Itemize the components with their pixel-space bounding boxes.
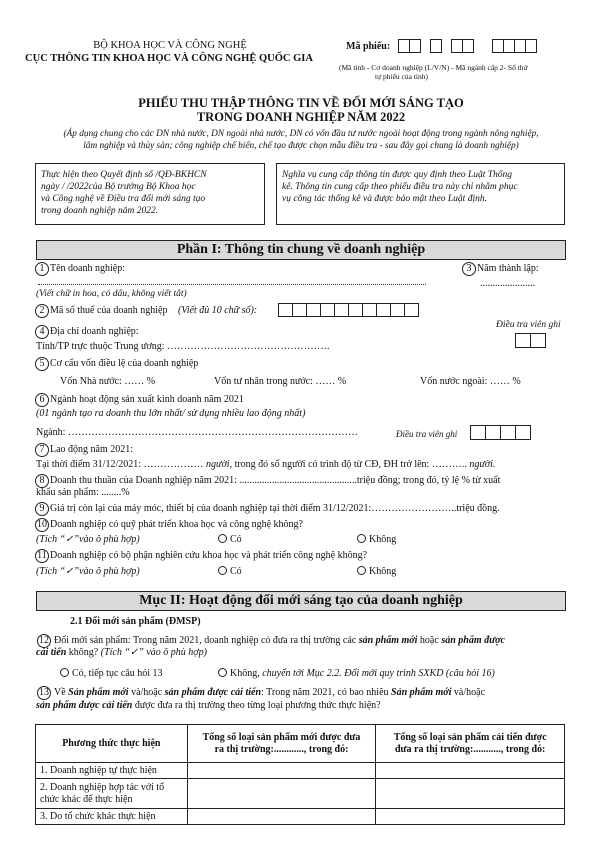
option-label: Không (369, 566, 397, 577)
radio-icon[interactable] (218, 534, 227, 543)
tax-digit-cell[interactable] (376, 303, 391, 317)
form-code-note: (Mã tỉnh - Cơ doanh nghiệp (L/V/N) - Mã ngành cấp 2- Số thứ (339, 63, 528, 72)
form-code-note: tự phiếu của tỉnh) (375, 72, 429, 81)
ministry-name: BỘ KHOA HỌC VÀ CÔNG NGHỆ (93, 40, 247, 51)
q6-note: (01 ngành tạo ra doanh thu lớn nhất/ sử dụng nhiều lao động nhất) (36, 408, 306, 419)
table-row (36, 809, 565, 825)
table-header-row (36, 725, 565, 763)
foreign-capital-field[interactable]: Vốn nước ngoài: …… % (420, 376, 521, 387)
q7-label: Lao động năm 2021: (50, 444, 134, 455)
q11-label: Doanh nghiệp có bộ phận nghiên cứu khoa học và phát triển công nghệ không? (50, 550, 368, 561)
q13-text (54, 687, 485, 699)
table-row (36, 763, 565, 779)
radio-icon[interactable] (60, 668, 69, 677)
form-subtitle: lâm nghiệp và thủy sản; công nghiệp chế biến, chế tạo được chọn mẫu điều tra - sau đây gọi chung là doanh nghiệp) (83, 141, 519, 151)
question-number: 8 (35, 474, 49, 488)
q12-text-part: hoặc (419, 635, 439, 646)
tax-digit-cell[interactable] (362, 303, 377, 317)
code-cell[interactable] (430, 39, 442, 53)
tax-digit-cell[interactable] (292, 303, 307, 317)
province-field[interactable]: Tỉnh/TP trực thuộc Trung ương: …………………………………………. (36, 341, 330, 352)
question-number: 11 (35, 549, 49, 563)
industry-code-cell[interactable] (485, 425, 501, 440)
tax-digit-cell[interactable] (306, 303, 321, 317)
q13-text-part: Sản phẩm mới (68, 687, 129, 698)
subsection-2-1: 2.1 Đổi mới sản phẩm (ĐMSP) (70, 616, 201, 627)
q13-text-part: được đưa ra thị trường theo từng loại phương thức thực hiện? (134, 700, 381, 711)
header-text: Tổng số loại sản phẩm cải tiến được (393, 731, 547, 743)
duty-text: kê. Thông tin cung cấp theo phiếu điều tra này chỉ nhằm phục (282, 182, 518, 192)
header-text: đưa ra thị trường:..........., trong đó: (394, 743, 546, 755)
table-cell (36, 763, 188, 779)
q2-note: (Viết đủ 10 chữ số): (178, 305, 258, 316)
q8-label[interactable]: Doanh thu thuần của Doanh nghiệp năm 2021: ...............................................triệu đồng; trong đó, tỷ lệ % từ xuất (50, 475, 501, 486)
radio-icon[interactable] (357, 534, 366, 543)
q5-label: Cơ cấu vốn điều lệ của doanh nghiệp (50, 358, 199, 369)
form-subtitle: (Áp dụng chung cho các DN nhà nước, DN ngoài nhà nước, DN có vốn đầu tư nước ngoài hoạt động trong ngành nông nghiệp, (63, 129, 539, 139)
header-text: Phương thức thực hiện (62, 737, 161, 749)
province-code-cell[interactable] (515, 333, 531, 348)
part1-heading: Phần I: Thông tin chung về doanh nghiệp (36, 240, 566, 260)
tax-digit-cell[interactable] (390, 303, 405, 317)
tax-digit-cell[interactable] (320, 303, 335, 317)
legal-basis-text: và Công nghệ về Điều tra đổi mới sáng tạo (41, 194, 206, 204)
table-header-cell (36, 725, 188, 763)
reporting-duty-box (276, 163, 565, 225)
tax-digit-cell[interactable] (404, 303, 419, 317)
form-title: PHIẾU THU THẬP THÔNG TIN VỀ ĐỔI MỚI SÁNG TẠO (138, 96, 464, 110)
tick-instruction: (Tích “✓”vào ô phù hợp) (36, 566, 140, 577)
improved-products-input-cell[interactable] (376, 763, 565, 779)
part2-heading: Mục II: Hoạt động đổi mới sáng tạo của doanh nghiệp (36, 591, 566, 611)
q3-label: Năm thành lập: (477, 263, 539, 274)
row-label: 1. Doanh nghiệp tự thực hiện (40, 764, 157, 776)
duty-text: Nghĩa vụ cung cấp thông tin được quy định theo Luật Thống (282, 170, 513, 180)
q11-option-no[interactable] (357, 566, 396, 578)
q10-option-no[interactable] (357, 534, 396, 546)
q1-label: Tên doanh nghiệp: (50, 263, 125, 274)
company-name-field[interactable] (38, 284, 426, 285)
header-text: Tổng số loại sản phẩm mới được đưa (202, 731, 361, 743)
enumerator-note: Điều tra viên ghi (496, 320, 561, 330)
q12-option-yes[interactable] (60, 668, 163, 680)
q12-text-part: không? (68, 647, 99, 658)
q13-text-part: và/hoặc (453, 687, 486, 698)
labor-field[interactable] (36, 459, 495, 471)
q2-label: Mã số thuế của doanh nghiệp (50, 305, 168, 316)
agency-name: CỤC THÔNG TIN KHOA HỌC VÀ CÔNG NGHỆ QUỐC GIA (25, 53, 313, 64)
question-number: 4 (35, 325, 49, 339)
industry-code-cell[interactable] (500, 425, 516, 440)
question-number: 13 (39, 687, 49, 698)
q8-export-share[interactable]: khẩu sản phẩm: ........% (36, 487, 130, 498)
q1-note: (Viết chữ in hoa, có dấu, không viết tắt) (36, 289, 187, 299)
industry-code-cell[interactable] (470, 425, 486, 440)
form-code-label: Mã phiếu: (346, 41, 391, 52)
q10-label: Doanh nghiệp có quỹ phát triển khoa học và công nghệ không? (50, 519, 303, 530)
q12-text-part: Đổi mới sản phẩm: Trong năm 2021, doanh nghiệp có đưa ra thị trường các (54, 635, 357, 646)
improved-products-input-cell[interactable] (376, 779, 565, 809)
code-cell[interactable] (462, 39, 474, 53)
q13-text-part: sản phẩm được cải tiến (164, 687, 262, 698)
code-cell[interactable] (409, 39, 421, 53)
industry-field[interactable]: Ngành: …………………………………………………………………………… (36, 427, 358, 438)
labor-unit: người, (206, 459, 233, 470)
question-number: 2 (35, 304, 49, 318)
private-capital-field[interactable]: Vốn tư nhân trong nước: …… % (214, 376, 347, 387)
q12-option-no[interactable] (218, 668, 495, 680)
legal-basis-text: trong doanh nghiệp năm 2022. (41, 206, 159, 216)
q13-text-part: và/hoặc (131, 687, 163, 698)
q12-text-cont (36, 647, 207, 659)
tick-instruction: (Tích “✓”vào ô phù hợp) (36, 534, 140, 545)
q9-label[interactable]: Giá trị còn lại của máy móc, thiết bị của doanh nghiệp tại thời điểm 31/12/2021:……………………..triệu đồng. (50, 503, 500, 514)
question-number: 9 (35, 502, 49, 516)
question-number: 12 (39, 635, 49, 646)
radio-icon[interactable] (218, 566, 227, 575)
q10-option-yes[interactable] (218, 534, 242, 546)
row-label: 2. Doanh nghiệp hợp tác với tổ (40, 781, 165, 793)
q11-option-yes[interactable] (218, 566, 242, 578)
q13-text-part: sản phẩm được cải tiến (36, 700, 133, 711)
question-number: 1 (35, 262, 49, 276)
q13-text-cont (36, 700, 381, 712)
option-label: Không (369, 534, 397, 545)
q13-text-part: Sản phẩm mới (391, 687, 452, 698)
new-products-input-cell[interactable] (187, 763, 376, 779)
new-products-input-cell[interactable] (187, 809, 376, 825)
industry-code-cell[interactable] (515, 425, 531, 440)
province-code-cell[interactable] (530, 333, 546, 348)
founding-year-field[interactable]: ...................... (480, 278, 535, 289)
table-header-cell (376, 725, 565, 763)
code-cell[interactable] (525, 39, 537, 53)
labor-unit: người. (469, 459, 496, 470)
enumerator-note: Điều tra viên ghi (396, 429, 458, 439)
q12-text-part: cải tiến (36, 647, 67, 658)
new-products-input-cell[interactable] (187, 779, 376, 809)
state-capital-field[interactable]: Vốn Nhà nước: …… % (60, 376, 156, 387)
q12-text-part: sản phẩm mới (358, 635, 418, 646)
tax-digit-cell[interactable] (334, 303, 349, 317)
q6-label: Ngành hoạt động sản xuất kinh doanh năm 2021 (50, 394, 244, 405)
q4-label: Địa chỉ doanh nghiệp: (50, 326, 139, 337)
table-row (36, 779, 565, 809)
legal-basis-box (35, 163, 265, 225)
legal-basis-text: Thực hiện theo Quyết định số /QĐ-BKHCN (41, 170, 207, 180)
table-cell (36, 809, 188, 825)
option-label: chuyển tới Mục 2.2. Đổi mới quy trình SXKD (câu hỏi 16) (262, 668, 495, 679)
legal-basis-text: ngày / /2022của Bộ trưởng Bộ Khoa học (41, 182, 196, 192)
q12-text-part: (Tích “✓” vào ô phù hợp) (100, 647, 207, 658)
question-number: 3 (462, 262, 476, 276)
row-label: chức khác để thực hiện (40, 793, 133, 805)
option-label: Không, (230, 668, 260, 679)
option-label: Có, tiếp tục câu hỏi 13 (72, 668, 163, 679)
labor-qualified-text: trong đó số người có trình độ từ CĐ, ĐH trở lên: ……….. (234, 459, 467, 470)
header-text: ra thị trường:............, trong đó: (214, 743, 349, 755)
q12-text (54, 635, 505, 647)
radio-icon[interactable] (357, 566, 366, 575)
table-header-cell (187, 725, 376, 763)
option-label: Có (230, 534, 242, 545)
question-number: 5 (35, 357, 49, 371)
improved-products-input-cell[interactable] (376, 809, 565, 825)
option-label: Có (230, 566, 242, 577)
tax-digit-cell[interactable] (278, 303, 293, 317)
q13-text-part: Về (54, 687, 66, 698)
radio-icon[interactable] (218, 668, 227, 677)
question-number: 10 (37, 519, 47, 530)
labor-total-text: Tại thời điểm 31/12/2021: ……………… (36, 459, 204, 470)
table-cell (36, 779, 188, 809)
row-label: 3. Do tổ chức khác thực hiện (40, 810, 156, 822)
implementation-method-table (35, 724, 565, 825)
question-number: 7 (35, 443, 49, 457)
q13-text-part: : Trong năm 2021, có bao nhiêu (261, 687, 389, 698)
q12-text-part: sản phẩm được (441, 635, 505, 646)
duty-text: vụ công tác thống kê và được bảo mật theo Luật định. (282, 194, 487, 204)
question-number: 6 (35, 393, 49, 407)
tax-digit-cell[interactable] (348, 303, 363, 317)
form-title: TRONG DOANH NGHIỆP NĂM 2022 (196, 110, 406, 124)
